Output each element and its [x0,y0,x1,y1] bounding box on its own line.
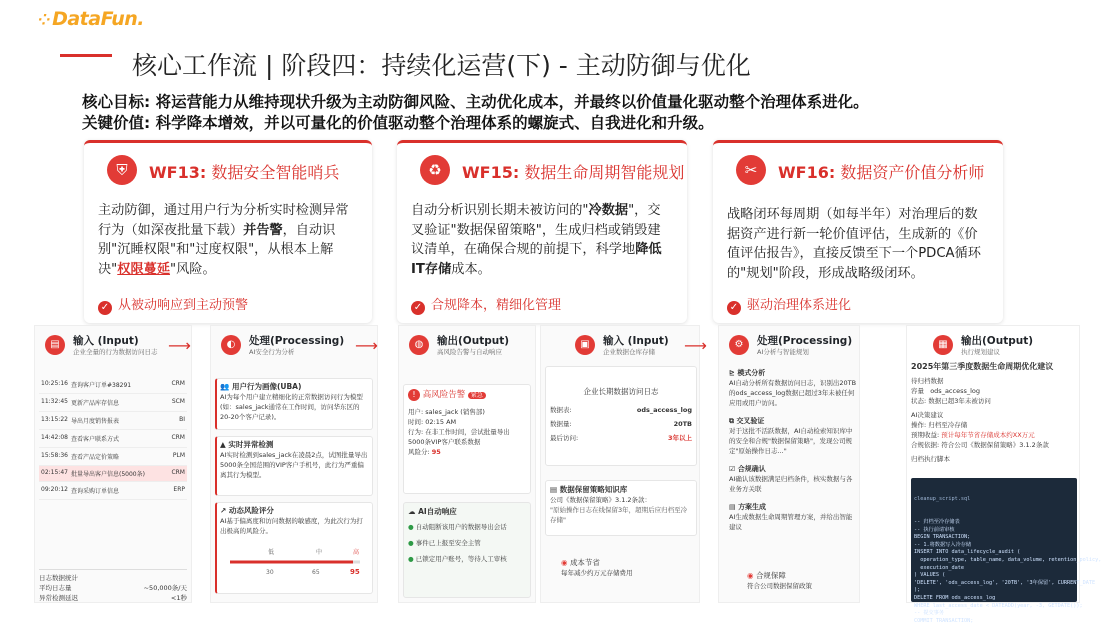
core-goal: 核心目标: 将运营能力从维持现状升级为主动防御风险、主动优化成本，并最终以价值量化驱动整个治理体系进化。 [82,93,869,111]
low-label: 低 [268,549,275,556]
access-log-card: 企业长期数据访问日志 数据表: ods_access_log 数据量: 20TB 最后访问: 3年以上 [545,366,697,466]
card-wf16 [713,140,1003,323]
brain-icon: ◐ [221,335,241,355]
panel-processing-security: ◐ 处理(Processing) AI安全行为分析 👥 用户行为画像(UBA) AI为每个用户建立精细化的正常数据访问行为模型 (如：sales_jack通常在工作时间，访问华东区的20-20个客户记录)。 ▲ 实时异常检测 AI实时检测到sales_jack在凌晨2点，试图批量导出5000条全国范围的VIP客户手机号，此行为严重偏离其行为模型。 ↗ 动态风险评分 AI基于偏离度和访问数据的敏感度，为此次行为打出极高的风险分。 低 中 高 30 65 95 [210,325,378,603]
log-row[interactable]: 14:42:08 查看客户联系方式 CRM [39,430,187,448]
card-body: 主动防御，通过用户行为分析实时检测异常行为（如深夜批量下载）并告警，自动识别"沉睡权限"和"过度权限"，从根本上解决"权限蔓延"风险。 [98,203,349,277]
lifecycle-steps: ⊵ 模式分析 AI自动分析所有数据访问日志，识别出20TB的ods_access_log数据已超过3年未被任何应用或用户访问。 ⧉ 交叉验证 对于这批不活跃数据，AI自动检索知识库中的安全和合规"数据保留策略"，发现公司规定"原始操作日志..." ☑ 合规确认 AI确认该数据满足归档条件，核实数据与各业务方关联 ▤ 方案生成 AI生成数据生命周期管理方案，并给出智能建议 [729,369,857,531]
card-body: 自动分析识别长期未被访问的"冷数据"，交叉验证"数据保留策略"，生成归档或销毁建议清单，在确保合规的前提下，科学地降低IT存储成本。 [411,203,662,277]
card-footer: ✓ 合规降本，精细化管理 [411,294,561,315]
cost-saving: ◉ 成本节省 每年减少约万元存储费用 [561,558,633,577]
card-wf13 [84,140,372,323]
card-body: 战略闭环每周期（如每半年）对治理后的数据资产进行新一轮价值评估，生成新的《价值评估报告》，直接反馈至下一个PDCA循环的"规划"阶段，形成战略级闭环。 [727,207,981,281]
high-label: 高 [353,549,360,556]
log-row[interactable]: 13:15:22 导出月度销售报表 BI [39,412,187,430]
panel-output-alert: ◍ 输出(Output) 高风险告警与自动响应 ! 高风险告警 紧急 用户: sales_jack (销售部) 时间: 02:15 AM 行为: 在非工作时间，尝试批量导出5000条VIP客户联系数据 风险分: 95 ☁ AI自动响应 ● 自动阻断该用户的数据导出会话 ● 事件已上报至安全主管 ● 已锁定用户账号，等待人工审核 [398,325,536,603]
score-30: 30 [266,569,274,576]
check-circle-icon: ◉ [747,571,754,580]
uba-step: 👥 用户行为画像(UBA) AI为每个用户建立精细化的正常数据访问行为模型 (如：sales_jack通常在工作时间，访问华东区的20-20个客户记录)。 [215,378,373,430]
input-icon: ▤ [45,335,65,355]
panel-input-warehouse: ▣ 输入 (Input) 企业数据仓库存储 企业长期数据访问日志 数据表: ods_access_log 数据量: 20TB 最后访问: 3年以上 ▤ 数据保留策略知识库 公司《数据保留策略》3.1.2条款： "原始操作日志在线保留3年，超期后应归档至冷存储" ◉ 成本节省 每年减少约万元存储费用 [540,325,700,603]
risk-gauge [220,540,370,580]
card-title: WF15: 数据生命周期智能规划 [462,163,685,182]
page-title: 核心工作流 | 阶段四：持续化运营(下) - 主动防御与优化 [132,51,751,80]
flow-arrow: ⟶ [355,336,378,355]
log-stats: 日志数据统计 平均日志量 ~50,000条/天 异常检测延迟 <1秒 [39,569,187,603]
mid-label: 中 [316,549,323,556]
card-wf15 [397,140,687,323]
card-footer: ✓ 从被动响应到主动预警 [98,294,248,315]
score-65: 65 [312,569,320,576]
gear-icon: ⚙ [729,335,749,355]
check-circle-icon: ✓ [411,301,425,315]
card-footer: ✓ 驱动治理体系进化 [727,294,851,315]
coin-icon: ◉ [561,558,568,567]
score-95: 95 [350,568,360,576]
plan-body: 2025年第三季度数据生命周期优化建议 待归档数据 容量 ods_access_log 状态: 数据已超3年未被访问 AI决策建议 操作: 归档至冷存储 预期收益: 预计每年节省存储成本约XX万元 合规依据: 符合公司《数据保留策略》3.1.2条款 归档执行脚本 [911,362,1054,463]
datafun-logo: ⁘ DataFun. [38,8,145,30]
card-title: WF13: 数据安全智能哨兵 [149,163,340,182]
shield-icon: ⛨ [107,155,137,185]
title-accent-bar [60,54,112,57]
flow-arrow: ⟶ [168,336,191,355]
tools-icon: ✂ [736,155,766,185]
log-row[interactable]: 02:15:47 批量导出客户信息(5000条) CRM [39,466,187,482]
panel-input-logs: ▤ 输入 (Input) 企业全量的行为数据访问日志 10:25:16 查询客户订单#38291 CRM 11:32:45 更新产品库存信息 SCM 13:15:22 导出月度销售报表 BI 14:42:08 查看客户联系方式 CRM 15:58:36 查看产品定价策略 PLM 02:15:47 批量导出客户信息(5000条) CRM 09:20:12 查询采购订单信息 ERP 日志数据统计 平均日志量 ~50,000条/天 异常检测延迟 <1秒 [34,325,192,603]
urgent-badge: 紧急 [468,392,486,399]
shield-icon: ◍ [409,335,429,355]
check-circle-icon: ✓ [98,301,112,315]
alert-icon: ! [408,389,420,401]
database-icon: ▣ [575,335,595,355]
recycle-icon: ♻ [420,155,450,185]
log-row[interactable]: 11:32:45 更新产品库存信息 SCM [39,394,187,412]
log-row[interactable]: 15:58:36 查看产品定价策略 PLM [39,448,187,466]
log-row[interactable]: 09:20:12 查询采购订单信息 ERP [39,482,187,500]
check-circle-icon: ✓ [727,301,741,315]
log-row[interactable]: 10:25:16 查询客户订单#38291 CRM [39,376,187,394]
flow-arrow: ⟶ [684,336,707,355]
risk-score-step: ↗ 动态风险评分 AI基于偏离度和访问数据的敏感度，为此次行为打出极高的风险分。 低 中 高 30 65 95 [215,502,373,594]
panel-output-plan: ▦ 输出(Output) 执行规划建议 2025年第三季度数据生命周期优化建议 待归档数据 容量 ods_access_log 状态: 数据已超3年未被访问 AI决策建议 操作: 归档至冷存储 预期收益: 预计每年节省存储成本约XX万元 合规依据: 符合公司《数据保留策略》3.1.2条款 归档执行脚本 cleanup_script.sql -- 归档至冷存储表 -- 执行前请审核 BEGIN TRANSACTION; -- 1.将数据写入冷存储 INSERT INTO data_lifecycle_audit ( operation_type, table_name, data_volume, retention_policy, execution_date ) VALUES ( 'DELETE', 'ods_access_log', '20TB', '3年保留', CURRENT_DATE ); DELETE FROM ods_access_log WHERE last_access_date < DATEADD(year, -3, GETDATE()); -- 提交事务 COMMIT TRANSACTION; [906,325,1080,603]
document-icon: ▦ [933,335,953,355]
compliance-guarantee: ◉ 合规保障 符合公司数据保留政策 [747,571,812,590]
ai-response: ☁ AI自动响应 ● 自动阻断该用户的数据导出会话 ● 事件已上报至安全主管 ● 已锁定用户账号，等待人工审核 [403,502,531,598]
goal-block [82,92,869,134]
sql-script: cleanup_script.sql -- 归档至冷存储表 -- 执行前请审核 BEGIN TRANSACTION; -- 1.将数据写入冷存储 INSERT INTO data_lifecycle_audit ( operation_type, table_name, data_volume, retention_policy, execution_date ) VALUES ( 'DELETE', 'ods_access_log', '20TB', '3年保留', CURRENT_DATE ); DELETE FROM ods_access_log WHERE last_access_date < DATEADD(year, -3, GETDATE()); -- 提交事务 COMMIT TRANSACTION; [911,478,1077,602]
anomaly-step: ▲ 实时异常检测 AI实时检测到sales_jack在凌晨2点，试图批量导出5000条全国范围的VIP客户手机号，此行为严重偏离其行为模型。 [215,436,373,496]
key-value: 关键价值: 科学降本增效，并以可量化的价值驱动整个治理体系的螺旋式、自我进化和升级。 [82,114,714,132]
card-title: WF16: 数据资产价值分析师 [778,163,985,182]
log-list [39,376,187,500]
alert-card: ! 高风险告警 紧急 用户: sales_jack (销售部) 时间: 02:15 AM 行为: 在非工作时间，尝试批量导出5000条VIP客户联系数据 风险分: 95 [403,384,531,494]
panel-processing-lifecycle: ⚙ 处理(Processing) AI分析与智能规划 ⊵ 模式分析 AI自动分析所有数据访问日志，识别出20TB的ods_access_log数据已超过3年未被任何应用或用户访问。 ⧉ 交叉验证 对于这批不活跃数据，AI自动检索知识库中的安全和合规"数据保留策略"，发现公司规定"原始操作日志..." ☑ 合规确认 AI确认该数据满足归档条件，核实数据与各业务方关联 ▤ 方案生成 AI生成数据生命周期管理方案，并给出智能建议 ◉ 合规保障 符合公司数据保留政策 [718,325,860,603]
policy-kb: ▤ 数据保留策略知识库 公司《数据保留策略》3.1.2条款： "原始操作日志在线保留3年，超期后应归档至冷存储" [545,480,697,536]
